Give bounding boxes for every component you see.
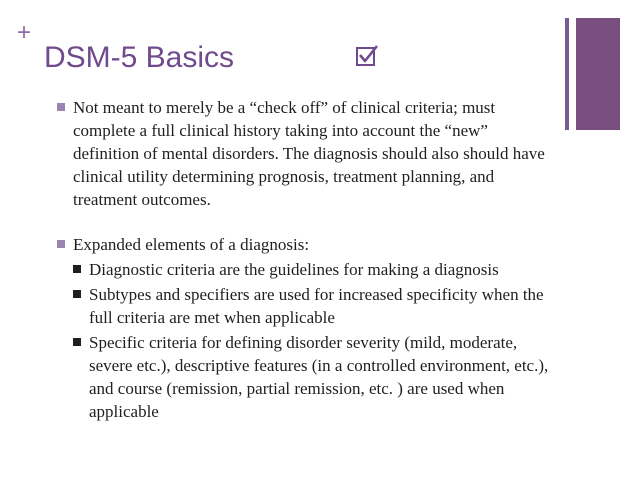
accent-bar-thin [565,18,569,130]
accent-bar-thick [576,18,620,130]
sub-bullet-item [55,258,555,281]
sub-bullet-item [55,331,555,423]
bullet-text: Not meant to merely be a “check off” of clinical criteria; must complete a full clinical history taking into account the “new” definition of mental disorders. The diagnosis should also should have clinical utility determining prognosis, treatment planning, and treatment outcomes. [73,98,545,209]
sub-bullet-text: Subtypes and specifiers are used for increased specificity when the full criteria are met when applicable [89,285,544,327]
square-bullet-icon [73,290,81,298]
bullet-text: Expanded elements of a diagnosis: [73,235,310,254]
checked-box-icon [356,44,379,67]
bullet-item [55,233,555,256]
sub-bullet-item [55,283,555,329]
bullet-item [55,96,555,211]
square-bullet-icon [73,265,81,273]
square-bullet-icon [57,240,65,248]
square-bullet-icon [57,103,65,111]
sub-bullet-text: Diagnostic criteria are the guidelines for making a diagnosis [89,260,499,279]
slide-body [55,96,555,423]
sub-bullet-text: Specific criteria for defining disorder severity (mild, moderate, severe etc.), descriptive features (in a controlled environment, etc.), and course (remission, partial remission, etc. ) are used when applicable [89,333,549,421]
slide-title: DSM-5 Basics [44,41,235,74]
plus-decoration: + [17,19,32,46]
square-bullet-icon [73,338,81,346]
